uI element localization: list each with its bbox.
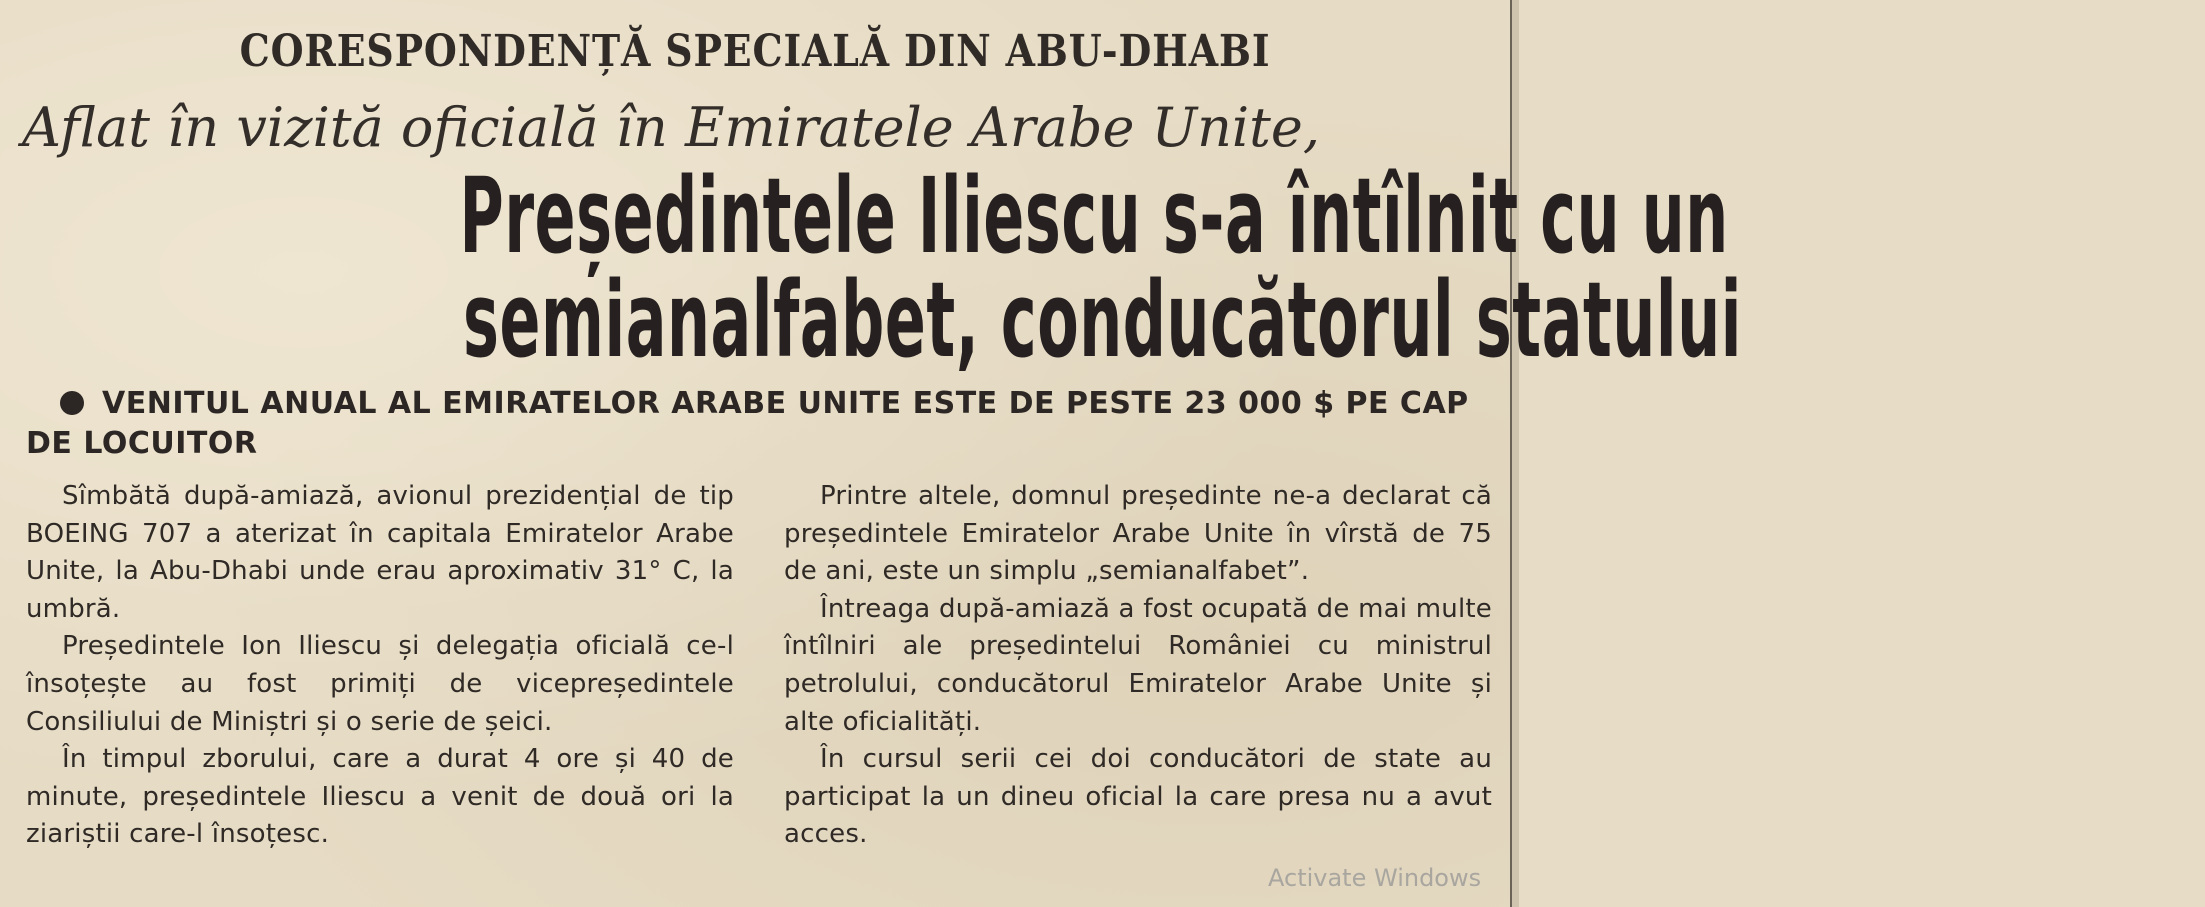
body-paragraph: Sîmbătă după-amiază, avionul prezidențial de tip BOEING 707 a aterizat în capitala Emiratelor Arabe Unite, la Abu-Dhabi unde erau aproximativ 31° C, la umbră. [26, 481, 734, 624]
body-paragraph: În timpul zborului, care a durat 4 ore și 40 de minute, președintele Iliescu a venit de două ori la ziariștii care-l însoțesc. [26, 744, 734, 850]
body-paragraph: Întreaga după-amiază a fost ocupată de mai multe întîlniri ale președintelui României cu ministrul petrolului, conducătorul Emiratelor Arabe Unite și alte oficialități. [784, 593, 1492, 737]
article-deck-text: VENITUL ANUAL AL EMIRATELOR ARABE UNITE ESTE DE PESTE 23 000 $ PE CAP DE LOCUITOR [26, 386, 1469, 461]
body-paragraph: În cursul serii cei doi conducători de state au participat la un dineu oficial la care presa nu a avut acces. [784, 744, 1492, 850]
article-kicker: CORESPONDENȚĂ SPECIALĂ DIN ABU-DHABI [239, 26, 1271, 77]
page-edge-divider [1510, 0, 1519, 907]
article-deck [26, 384, 1476, 464]
article-overline: Aflat în vizită oficială în Emiratele Arabe Unite, [22, 96, 1321, 159]
headline-line-1-text: Președintele Iliescu s-a întîlnit cu un [459, 155, 1729, 277]
headline-line-1 [0, 155, 1729, 277]
body-column-left [26, 478, 734, 854]
body-column-right [784, 478, 1492, 854]
bullet-icon [60, 391, 84, 415]
body-paragraph: Președintele Ion Iliescu și delegația oficială ce-l însoțește au fost primiți de vicepreședintele Consiliului de Miniștri și o serie de șeici. [26, 631, 734, 737]
body-paragraph: Printre altele, domnul președinte ne-a declarat că președintele Emiratelor Arabe Unite în vîrstă de 75 de ani, este un simplu „semianalfabet”. [784, 481, 1492, 587]
activate-windows-watermark: Activate Windows [1268, 864, 1482, 892]
headline-line-2-text: semianalfabet, conducătorul statului [463, 259, 1742, 381]
headline-line-2 [0, 259, 1742, 381]
